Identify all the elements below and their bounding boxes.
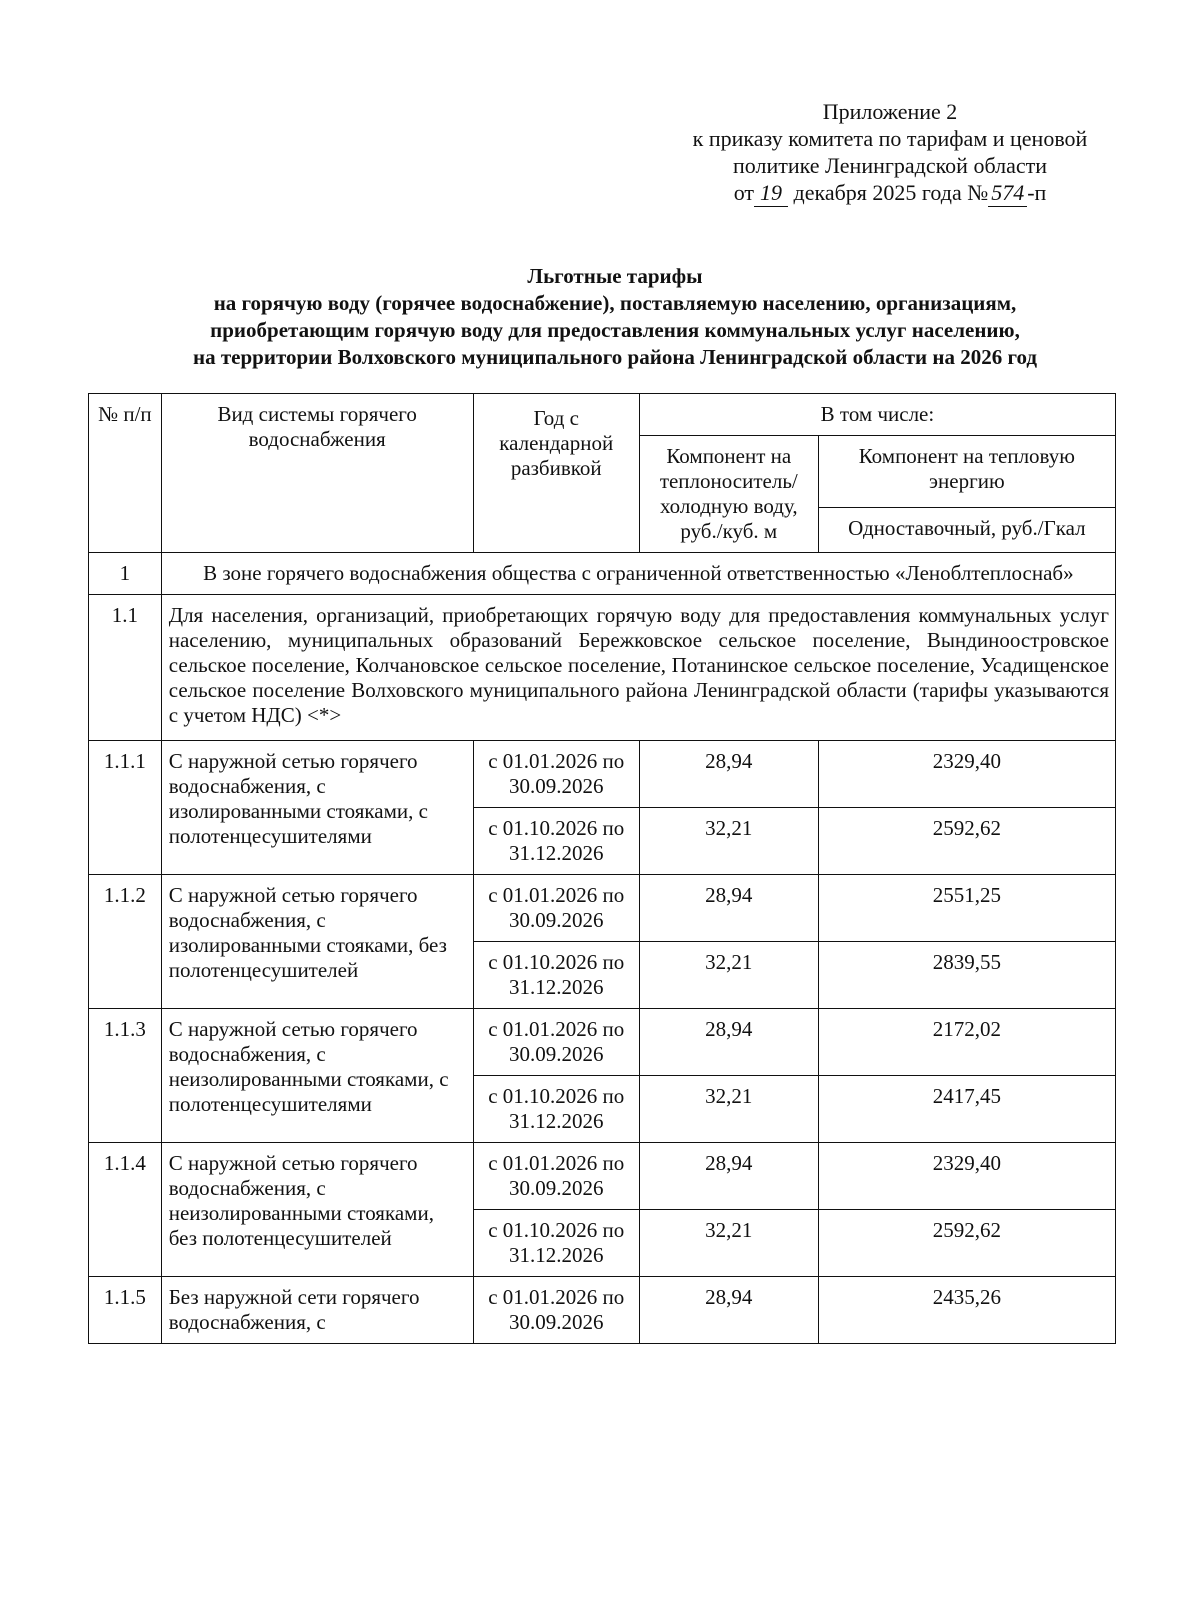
system-kind: С наружной сетью горячего водоснабжения, с неизолированными стояками, с полотенцесушителями bbox=[161, 1009, 473, 1143]
title-line-4: на территории Волховского муниципального района Ленинградской области на 2026 год bbox=[193, 345, 1037, 369]
heat-component: 2329,40 bbox=[818, 1143, 1115, 1210]
row-number: 1.1.2 bbox=[89, 875, 162, 1009]
header-single-rate: Одноставочный, руб./Гкал bbox=[818, 507, 1115, 552]
appendix-block bbox=[660, 98, 1120, 207]
zone-num: 1 bbox=[89, 553, 162, 595]
row-number: 1.1.5 bbox=[89, 1277, 162, 1344]
header-including: В том числе: bbox=[639, 394, 1115, 436]
system-kind: С наружной сетью горячего водоснабжения, с неизолированными стояками, без полотенцесушителей bbox=[161, 1143, 473, 1277]
appendix-line-1: Приложение 2 bbox=[822, 99, 958, 124]
header-year: Год с календарной разбивкой bbox=[473, 394, 639, 553]
appendix-line-2: к приказу комитета по тарифам и ценовой bbox=[692, 126, 1088, 151]
zone-text: В зоне горячего водоснабжения общества с ограниченной ответственностью «Леноблтеплоснаб» bbox=[161, 553, 1115, 595]
heat-component: 2551,25 bbox=[818, 875, 1115, 942]
period: с 01.01.2026 по 30.09.2026 bbox=[473, 1277, 639, 1344]
period: с 01.01.2026 по 30.09.2026 bbox=[473, 1143, 639, 1210]
water-component: 28,94 bbox=[639, 1009, 818, 1076]
title-line-3: приобретающим горячую воду для предоставления коммунальных услуг населению, bbox=[210, 318, 1020, 342]
header-kind: Вид системы горячего водоснабжения bbox=[161, 394, 473, 553]
header-component-heat: Компонент на тепловую энергию bbox=[818, 436, 1115, 508]
date-prefix: от bbox=[733, 180, 755, 205]
table-row bbox=[89, 741, 1116, 808]
system-kind: Без наружной сети горячего водоснабжения, с bbox=[161, 1277, 473, 1344]
table-row bbox=[89, 875, 1116, 942]
title-line-2: на горячую воду (горячее водоснабжение), поставляемую населению, организациям, bbox=[213, 291, 1017, 315]
title-line-1: Льготные тарифы bbox=[527, 264, 703, 288]
appendix-line-3: политике Ленинградской области bbox=[732, 153, 1047, 178]
period: с 01.10.2026 по 31.12.2026 bbox=[473, 942, 639, 1009]
period: с 01.01.2026 по 30.09.2026 bbox=[473, 1009, 639, 1076]
water-component: 32,21 bbox=[639, 808, 818, 875]
water-component: 28,94 bbox=[639, 1143, 818, 1210]
row-number: 1.1.3 bbox=[89, 1009, 162, 1143]
water-component: 28,94 bbox=[639, 875, 818, 942]
header-num: № п/п bbox=[89, 394, 162, 553]
zone-row bbox=[89, 553, 1116, 595]
header-component-water: Компонент на теплоноситель/ холодную воду, руб./куб. м bbox=[639, 436, 818, 553]
water-component: 28,94 bbox=[639, 1277, 818, 1344]
row-number: 1.1.1 bbox=[89, 741, 162, 875]
heat-component: 2329,40 bbox=[818, 741, 1115, 808]
heat-component: 2592,62 bbox=[818, 1210, 1115, 1277]
water-component: 32,21 bbox=[639, 1210, 818, 1277]
heat-component: 2172,02 bbox=[818, 1009, 1115, 1076]
period: с 01.01.2026 по 30.09.2026 bbox=[473, 875, 639, 942]
appendix-date-line bbox=[660, 179, 1120, 207]
tariff-table bbox=[88, 393, 1116, 1344]
table-row bbox=[89, 1143, 1116, 1210]
period: с 01.10.2026 по 31.12.2026 bbox=[473, 808, 639, 875]
system-kind: С наружной сетью горячего водоснабжения, с изолированными стояками, без полотенцесушителей bbox=[161, 875, 473, 1009]
water-component: 32,21 bbox=[639, 1076, 818, 1143]
system-kind: С наружной сетью горячего водоснабжения, с изолированными стояками, с полотенцесушителями bbox=[161, 741, 473, 875]
water-component: 28,94 bbox=[639, 741, 818, 808]
period: с 01.10.2026 по 31.12.2026 bbox=[473, 1076, 639, 1143]
header-row-1 bbox=[89, 394, 1116, 436]
heat-component: 2435,26 bbox=[818, 1277, 1115, 1344]
group-text: Для населения, организаций, приобретающих горячую воду для предоставления коммунальных услуг населению, муниципальных образований Бережковское сельское поселение, Вындиноостровское сельское поселение, Колчановское сельское поселение, Потанинское сельское поселение, Усадищенское сельское поселение Волховского муниципального района Ленинградской области (тарифы указываются с учетом НДС) <*> bbox=[161, 595, 1115, 741]
row-number: 1.1.4 bbox=[89, 1143, 162, 1277]
heat-component: 2592,62 bbox=[818, 808, 1115, 875]
order-suffix: -п bbox=[1027, 180, 1047, 205]
water-component: 32,21 bbox=[639, 942, 818, 1009]
date-rest: декабря 2025 года № bbox=[793, 180, 989, 205]
table-row bbox=[89, 1277, 1116, 1344]
group-row bbox=[89, 595, 1116, 741]
period: с 01.10.2026 по 31.12.2026 bbox=[473, 1210, 639, 1277]
heat-component: 2839,55 bbox=[818, 942, 1115, 1009]
handwritten-day: 19 bbox=[754, 179, 788, 207]
group-num: 1.1 bbox=[89, 595, 162, 741]
document-title bbox=[88, 263, 1142, 371]
heat-component: 2417,45 bbox=[818, 1076, 1115, 1143]
period: с 01.01.2026 по 30.09.2026 bbox=[473, 741, 639, 808]
handwritten-order-number: 574 bbox=[988, 179, 1027, 207]
table-row bbox=[89, 1009, 1116, 1076]
